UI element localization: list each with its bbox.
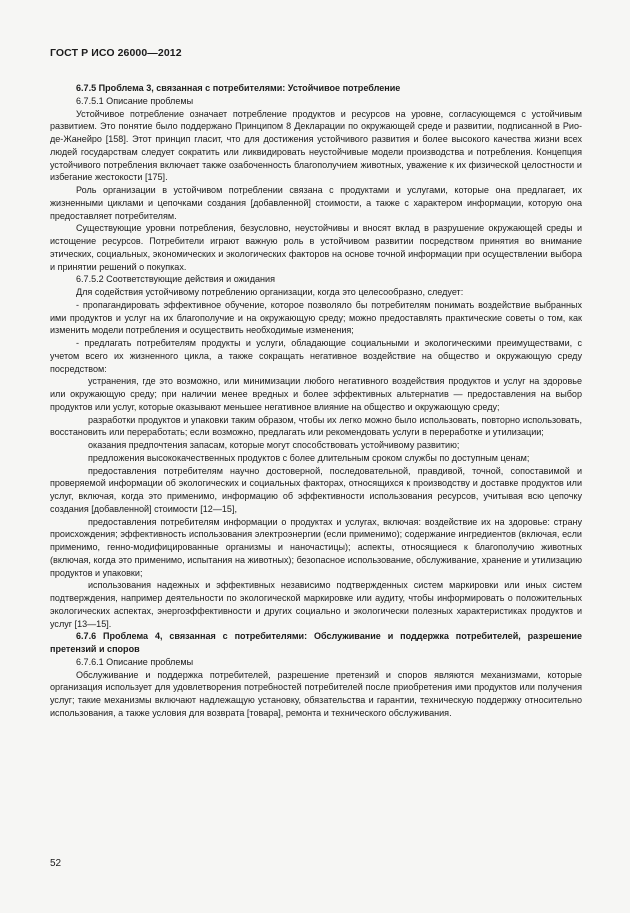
- sub-list-item: предоставления потребителям научно достоверной, последовательной, правдивой, точной, сопоставимой и проверяемой информации об экологических и социальных факторах, относящихся к производству и доставке продуктов или услуг, включая, когда это применимо, информацию об эффективности использования ресурсов, учитывая всю цепочку создания [добавленной] стоимости [12—15],: [50, 465, 582, 514]
- paragraph: Устойчивое потребление означает потребление продуктов и ресурсов на уровне, согласующемся с устойчивым развитием. Это понятие было поддержано Принципом 8 Декларации по окружающей среде и развитии, подписанной в Рио-де-Жанейро [158]. Этот принцип гласит, что для достижения устойчивого развития и более высокого качества жизни всех людей государствам следует сократить или ликвидировать неустойчивые модели производства и потребления. Концепция устойчивого потребления включает также озабоченность благополучием животных, уважение к их физической целостности и избегание жестокости [175].: [50, 108, 582, 183]
- document-header: ГОСТ Р ИСО 26000—2012: [50, 47, 182, 59]
- paragraph: Обслуживание и поддержка потребителей, разрешение претензий и споров являются механизмами, которые организация использует для удовлетворения потребностей потребителей после приобретения ими продуктов или получения услуг; такие механизмы включают надлежащую установку, обязательства и гарантии, техническую поддержку относительно использования, а также условия для возврата [товара], ремонта и технического обслуживания.: [50, 669, 582, 718]
- section-heading: 6.7.6 Проблема 4, связанная с потребителями: Обслуживание и поддержка потребителей, разрешение претензий и споров: [50, 631, 582, 654]
- document-body: [50, 82, 582, 720]
- page-number: 52: [50, 858, 62, 869]
- sub-list-item: устранения, где это возможно, или минимизации любого негативного воздействия продуктов и услуг на здоровье или окружающую среду; при наличии менее вредных и более эффективных альтернатив — предоставления на выбор продуктов или услуг, которые оказывают меньшее негативное влияние на общество и окружающую среду;: [50, 376, 582, 412]
- sub-list-item: предложения высококачественных продуктов с более длительным сроком службы по доступным ценам;: [88, 452, 530, 463]
- subsection-heading: 6.7.5.1 Описание проблемы: [76, 95, 194, 106]
- sub-list-item: предоставления потребителям информации о продуктах и услугах, включая: воздействие их на здоровье: страну происхождения; эффективность использования электроэнергии (если применимо); содержание ингредиентов (включая, если применимо, генно-модифицированные организмы и наночастицы); аспекты, относящиеся к благополучию животных (включая, когда это применимо, испытания на животных); безопасное использование, обслуживание, хранение и утилизацию продуктов и упаковки;: [50, 516, 582, 578]
- sub-list-item: разработки продуктов и упаковки таким образом, чтобы их легко можно было использовать, повторно использовать, восстановить или переработать; если возможно, предлагать или рекомендовать услуги в переработке и утилизации;: [50, 414, 582, 438]
- sub-list-item: использования надежных и эффективных независимо подтвержденных систем маркировки или иных систем подтверждения, например деятельности по экологической маркировке или аудиту, чтобы информировать о положительных экологических аспектах, энергоэффективности и других социально и экологически полезных характеристиках продуктов и услуг [13—15].: [50, 580, 582, 629]
- paragraph: Роль организации в устойчивом потреблении связана с продуктами и услугами, которые она предлагает, их жизненными циклами и цепочками создания [добавленной] стоимости, а также с характером информации, которую она предоставляет потребителям.: [50, 185, 582, 221]
- paragraph: Для содействия устойчивому потреблению организации, когда это целесообразно, следует:: [76, 287, 464, 297]
- list-item: - предлагать потребителям продукты и услуги, обладающие социальными и экологическими преимуществами, с учетом всего их жизненного цикла, а также сокращать негативное воздействие на общество и окружающую среду посредством:: [50, 338, 582, 374]
- paragraph: Существующие уровни потребления, безусловно, неустойчивы и вносят вклад в разрушение окружающей среды и истощение ресурсов. Потребители играют важную роль в устойчивом развитии посредством принятия во внимание этических, социальных, экономических и экологических факторов на основе точной информации при осуществлении выбора и принятии решений о покупках.: [50, 223, 582, 272]
- subsection-heading: 6.7.6.1 Описание проблемы: [76, 656, 194, 667]
- list-item: - пропагандировать эффективное обучение, которое позволяло бы потребителям понимать воздействие выбранных ими продуктов и услуг на их благополучие и на окружающую среду; можно предоставлять практические советы о том, как изменить модели потребления и осуществить необходимые изменения;: [50, 299, 582, 336]
- section-heading: 6.7.5 Проблема 3, связанная с потребителями: Устойчивое потребление: [76, 83, 401, 93]
- sub-list-item: оказания предпочтения запасам, которые могут способствовать устойчивому развитию;: [88, 440, 460, 450]
- subsection-heading: 6.7.5.2 Соответствующие действия и ожидания: [76, 274, 275, 285]
